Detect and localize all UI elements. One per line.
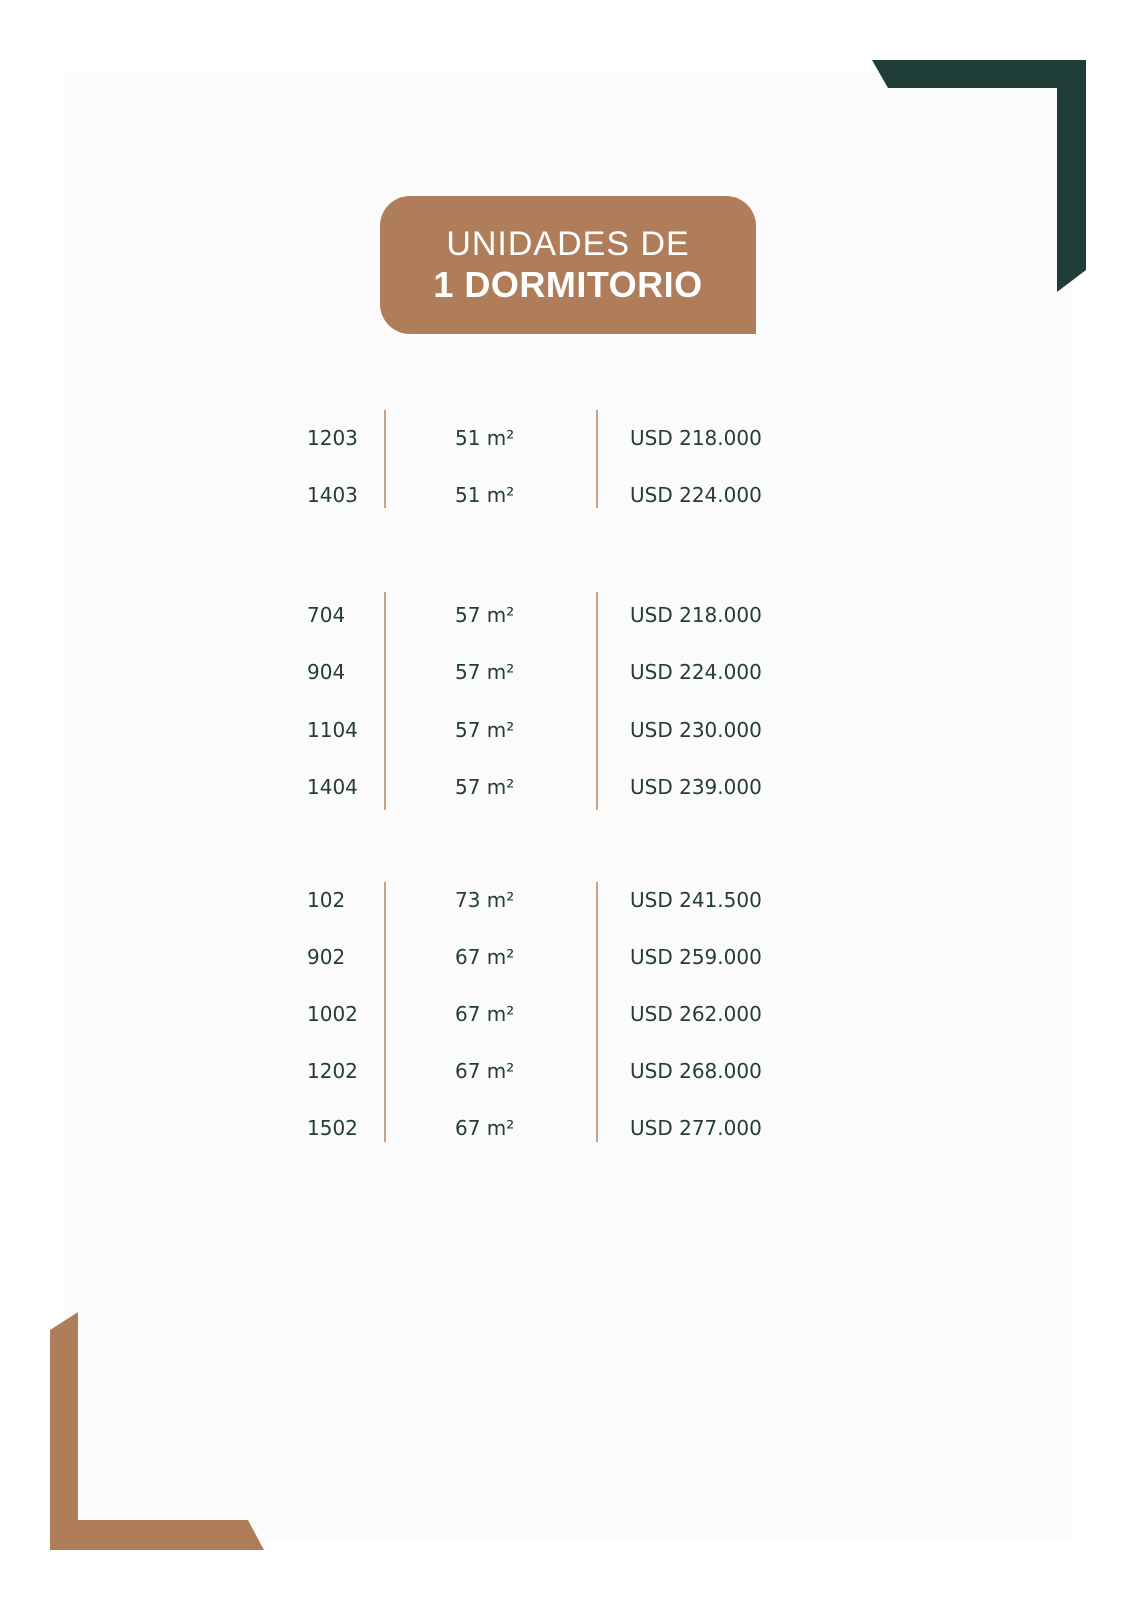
unit-area: 57 m² — [455, 660, 515, 684]
unit-area: 67 m² — [455, 1002, 515, 1026]
table-row — [300, 999, 780, 1029]
table-row — [300, 772, 780, 802]
table-row — [300, 715, 780, 745]
table-row — [300, 1113, 780, 1143]
table-row — [300, 480, 780, 510]
unit-price: USD 230.000 — [630, 718, 762, 742]
unit-number: 102 — [307, 888, 346, 912]
units-group-2 — [300, 592, 780, 810]
unit-number: 1202 — [307, 1059, 358, 1083]
unit-number: 1203 — [307, 426, 358, 450]
unit-area: 57 m² — [455, 603, 515, 627]
title-banner — [380, 196, 756, 334]
table-row — [300, 1056, 780, 1086]
unit-area: 73 m² — [455, 888, 515, 912]
unit-price: USD 224.000 — [630, 483, 762, 507]
unit-number: 1403 — [307, 483, 358, 507]
unit-number: 902 — [307, 945, 346, 969]
corner-decoration-bottom-left — [50, 1312, 264, 1550]
unit-number: 704 — [307, 603, 346, 627]
corner-decoration-top-right — [872, 60, 1086, 292]
unit-price: USD 268.000 — [630, 1059, 762, 1083]
unit-number: 904 — [307, 660, 346, 684]
table-row — [300, 600, 780, 630]
unit-price: USD 218.000 — [630, 603, 762, 627]
unit-number: 1502 — [307, 1116, 358, 1140]
unit-number: 1104 — [307, 718, 358, 742]
unit-area: 57 m² — [455, 775, 515, 799]
unit-price: USD 277.000 — [630, 1116, 762, 1140]
unit-number: 1002 — [307, 1002, 358, 1026]
title-line-2: 1 DORMITORIO — [433, 264, 703, 305]
table-row — [300, 423, 780, 453]
title-line-1: UNIDADES DE — [446, 225, 690, 263]
unit-price: USD 239.000 — [630, 775, 762, 799]
table-row — [300, 657, 780, 687]
table-row — [300, 885, 780, 915]
unit-area: 67 m² — [455, 1059, 515, 1083]
unit-price: USD 224.000 — [630, 660, 762, 684]
units-group-1 — [300, 410, 780, 508]
unit-area: 67 m² — [455, 945, 515, 969]
unit-price: USD 262.000 — [630, 1002, 762, 1026]
unit-area: 51 m² — [455, 426, 515, 450]
unit-number: 1404 — [307, 775, 358, 799]
unit-price: USD 218.000 — [630, 426, 762, 450]
unit-price: USD 241.500 — [630, 888, 762, 912]
unit-area: 67 m² — [455, 1116, 515, 1140]
table-row — [300, 942, 780, 972]
unit-price: USD 259.000 — [630, 945, 762, 969]
units-group-3 — [300, 882, 780, 1142]
unit-area: 57 m² — [455, 718, 515, 742]
unit-area: 51 m² — [455, 483, 515, 507]
